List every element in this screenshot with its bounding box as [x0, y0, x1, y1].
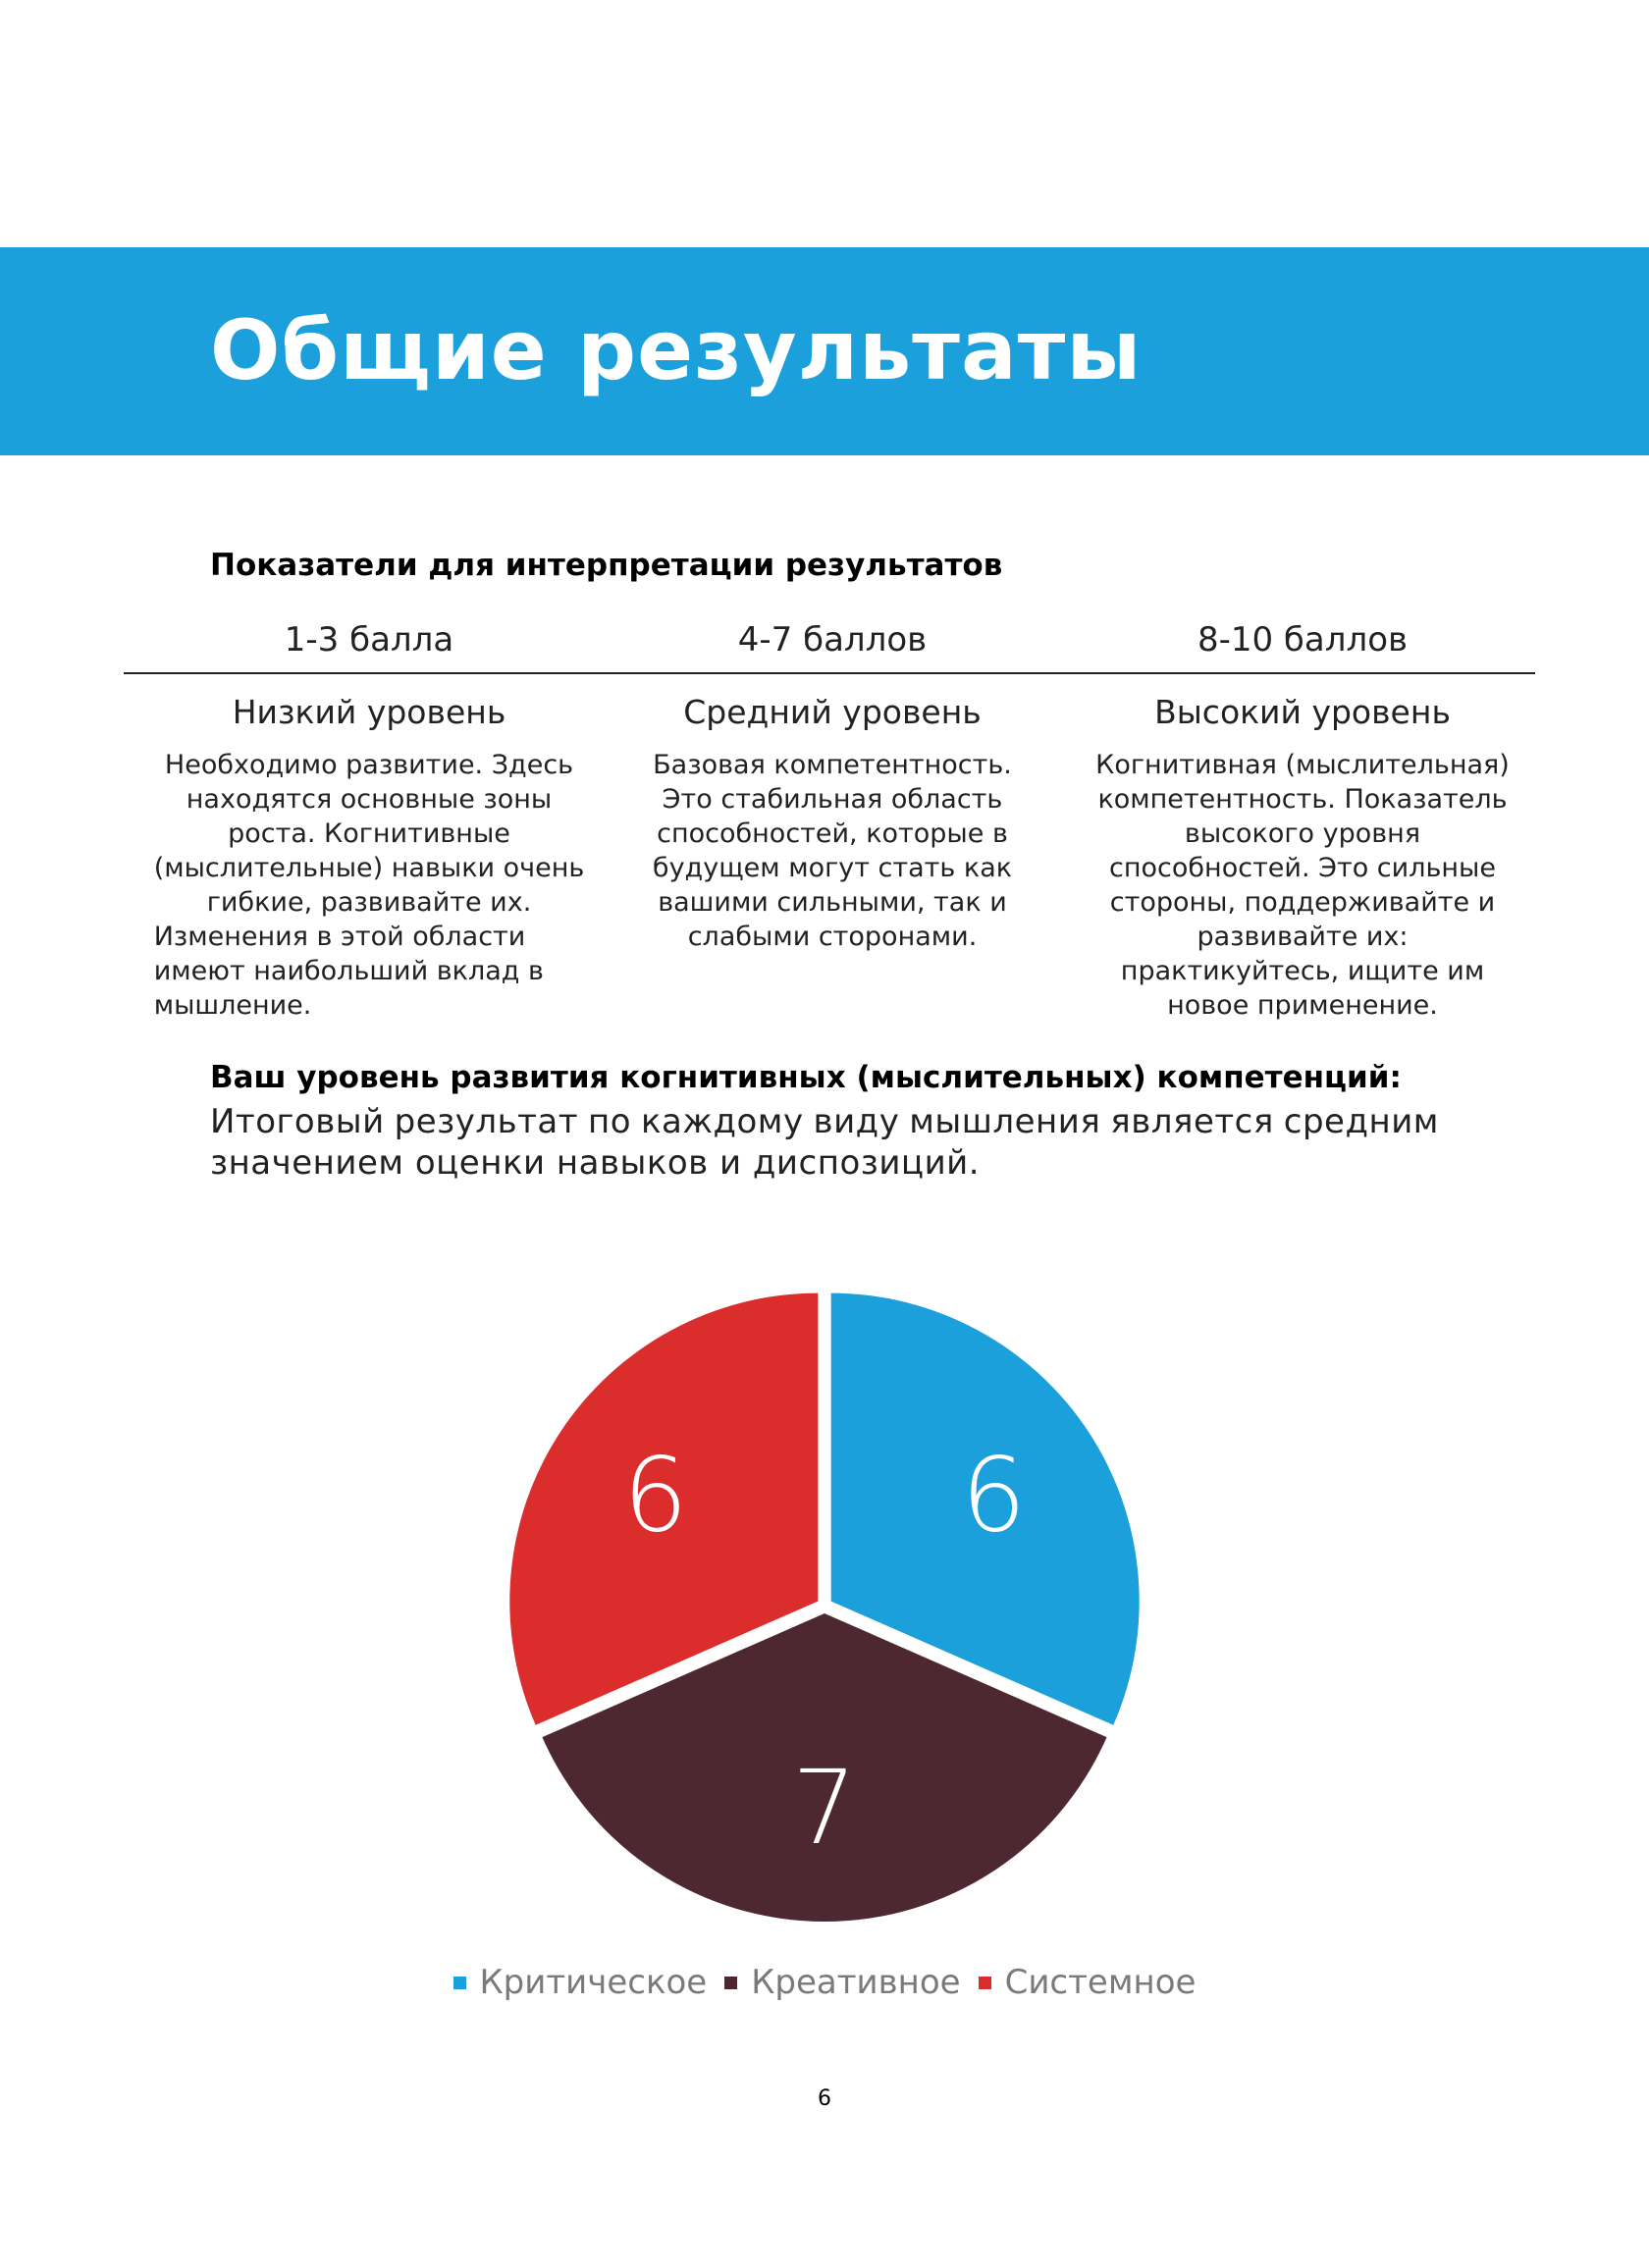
- description-line: Базовая компетентность.: [653, 750, 1012, 780]
- description-line: стороны, поддерживайте и: [1109, 887, 1496, 918]
- description-line: слабыми сторонами.: [687, 922, 978, 952]
- legend-label-systemic: Системное: [1004, 1963, 1197, 2002]
- competency-line-2: значением оценки навыков и диспозиций.: [210, 1143, 981, 1183]
- legend-swatch-critical: [453, 1977, 466, 1989]
- legend-swatch-creative: [724, 1977, 737, 1989]
- level-high: Высокий уровень: [1154, 693, 1451, 731]
- description-line: Необходимо развитие. Здесь: [164, 750, 574, 780]
- word: виду: [813, 1102, 900, 1141]
- range-medium: 4-7 баллов: [737, 620, 928, 659]
- description-line: развивайте их:: [1197, 922, 1409, 952]
- description-line: Когнитивная (мыслительная): [1095, 750, 1510, 780]
- word: средним: [1283, 1102, 1439, 1141]
- word: является: [1110, 1102, 1274, 1141]
- chart-legend: [0, 1963, 1649, 2002]
- description-line: будущем могут стать как: [652, 853, 1013, 883]
- legend-label-creative: Креативное: [751, 1963, 961, 2002]
- description-line: вашими сильными, так и: [658, 887, 1007, 918]
- legend-item-creative: [724, 1963, 960, 2002]
- data-label-systemic: 6: [622, 1435, 688, 1556]
- description-line: новое применение.: [1167, 990, 1438, 1021]
- data-label-critical: 6: [961, 1435, 1027, 1556]
- description-line: роста. Когнитивные: [228, 818, 510, 849]
- competency-heading: Ваш уровень развития когнитивных (мыслительных) компетенций:: [210, 1060, 1402, 1095]
- word: результат: [394, 1102, 579, 1141]
- description-line: Это стабильная область: [662, 784, 1003, 815]
- description-line: способностей. Это сильные: [1109, 853, 1496, 883]
- description-line: практикуйтесь, ищите им: [1120, 956, 1485, 986]
- page-title: Общие результаты: [210, 302, 1143, 398]
- word: по: [588, 1102, 632, 1141]
- level-low: Низкий уровень: [232, 693, 506, 731]
- legend-label-critical: Критическое: [479, 1963, 708, 2002]
- word: Итоговый: [210, 1102, 385, 1141]
- level-medium: Средний уровень: [683, 693, 982, 731]
- data-label-creative: 7: [791, 1747, 858, 1868]
- description-line: высокого уровня: [1184, 818, 1421, 849]
- legend-swatch-systemic: [979, 1977, 991, 1989]
- description-line: Изменения в этой области: [153, 922, 526, 952]
- word: каждому: [641, 1102, 804, 1141]
- range-high: 8-10 баллов: [1197, 620, 1409, 659]
- description-line: имеют наибольший вклад в: [153, 956, 544, 986]
- legend-item-critical: [453, 1963, 708, 2002]
- description-line: (мыслительные) навыки очень: [153, 853, 585, 883]
- description-line: способностей, которые в: [657, 818, 1008, 849]
- description-line: находятся основные зоны: [186, 784, 553, 815]
- description-line: гибкие, развивайте их.: [206, 887, 532, 918]
- range-low: 1-3 балла: [284, 620, 454, 659]
- interpretation-heading: Показатели для интерпретации результатов: [210, 548, 1003, 583]
- legend-item-systemic: [979, 1963, 1197, 2002]
- description-line: компетентность. Показатель: [1097, 784, 1508, 815]
- word: мышления: [909, 1102, 1101, 1141]
- page-number: 6: [818, 2086, 831, 2111]
- description-line: мышление.: [153, 990, 312, 1021]
